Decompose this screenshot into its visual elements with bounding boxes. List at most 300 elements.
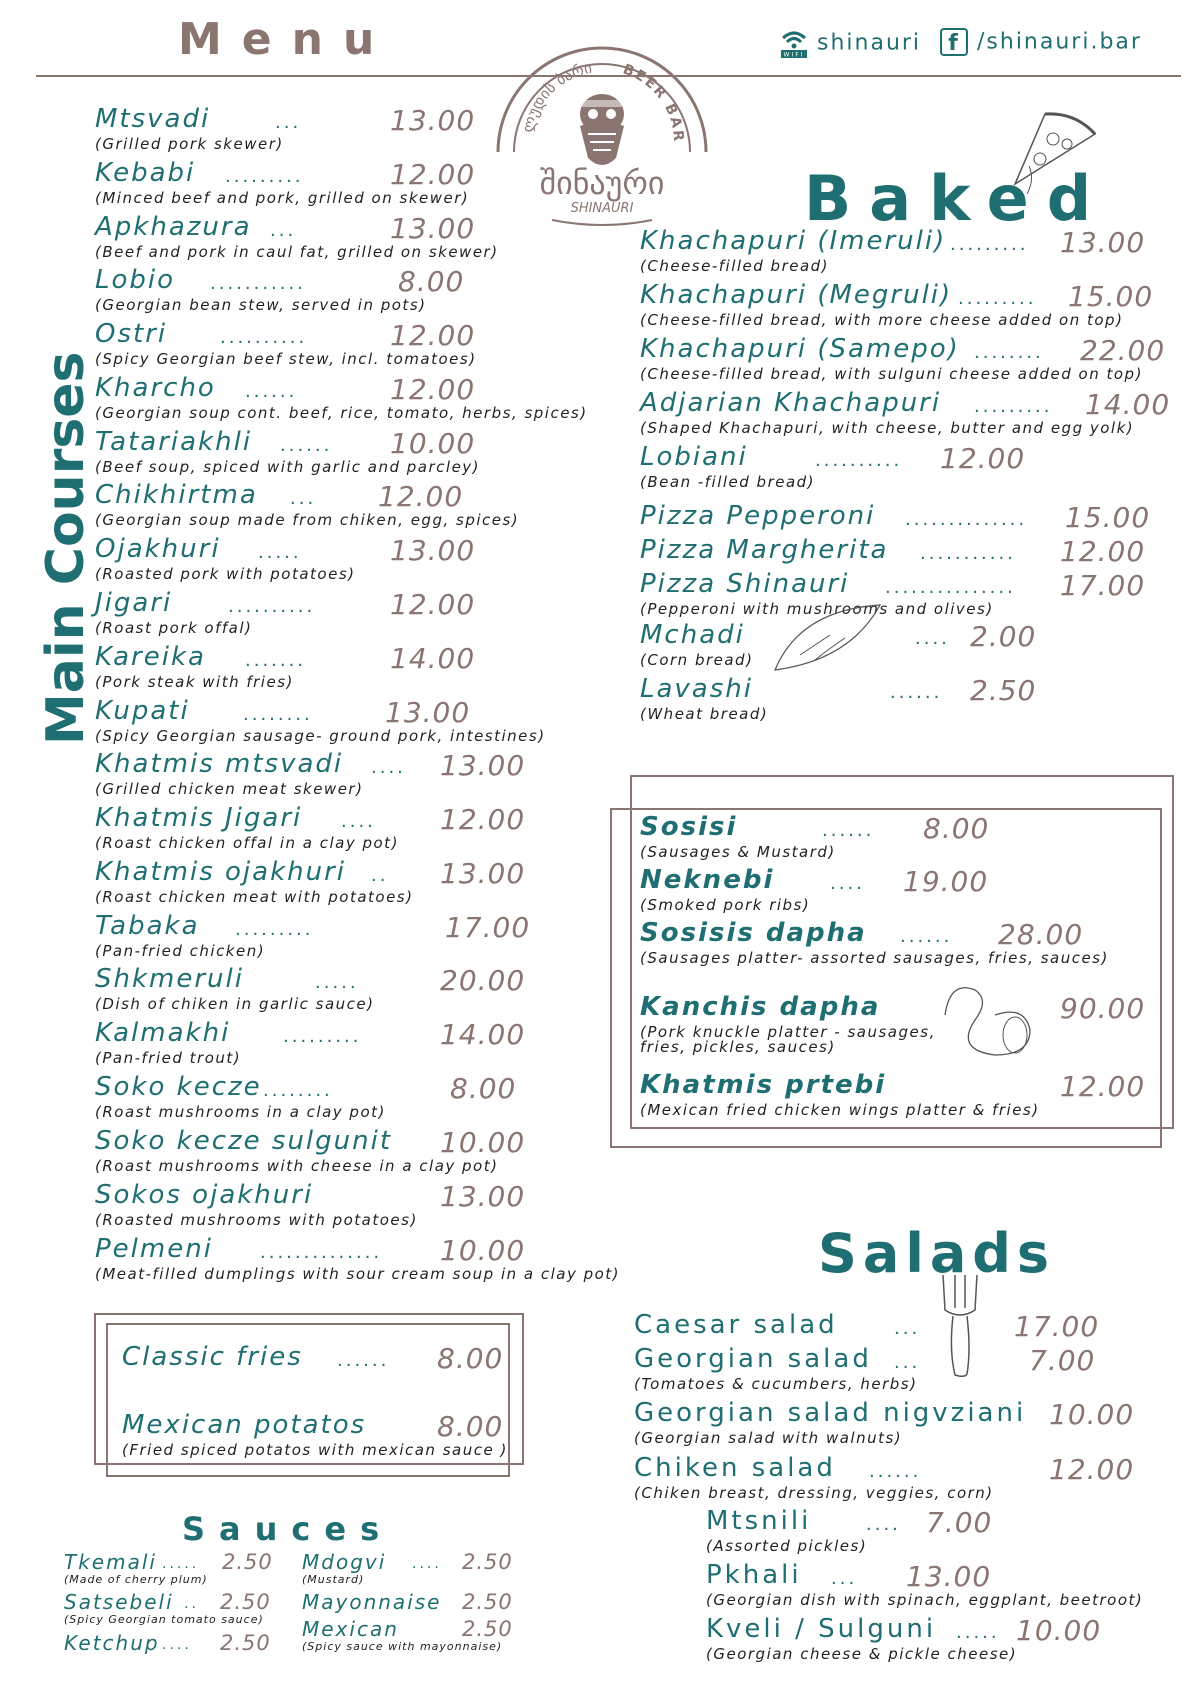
sauce-item-name: Ketchup [64,1631,160,1655]
main-item-description: (Roast mushrooms in a clay pot) [95,1103,386,1121]
main-item-row [95,1180,526,1214]
facebook-info [940,28,1142,56]
salad-item-description: (Georgian dish with spinach, eggplant, beetroot) [706,1591,1144,1609]
grill-item-description: (Sausages platter- assorted sausages, fries, sauces) [640,949,1109,967]
grill-item-row [640,992,1146,1026]
sauce-item-price: 2.50 [462,1617,513,1641]
main-item-dots: ...... [245,381,298,402]
main-item-dots: ....... [245,650,307,671]
main-item-name: Tabaka [95,911,200,941]
main-item-description: (Grilled chicken meat skewer) [95,780,364,798]
main-item-row [95,427,480,461]
baked-item-name: Pizza Margherita [640,535,889,565]
main-item-name: Kalmakhi [95,1018,231,1048]
sauce-item [64,1550,273,1586]
baked-item-description: (Cheese-filled bread) [640,257,830,275]
salad-item-price: 7.00 [1029,1344,1096,1377]
salad-item-name: Georgian salad [634,1344,872,1374]
main-item-dots: ... [290,488,317,509]
grill-item-description: (Mexican fried chicken wings platter & fries) [640,1101,1040,1119]
main-item-description: (Spicy Georgian sausage- ground pork, intestines) [95,727,546,745]
grill-item-price: 28.00 [998,918,1084,951]
main-item [95,319,477,368]
main-item-description: (Roasted mushrooms with potatoes) [95,1211,418,1229]
main-item-row [95,911,531,945]
main-item-price: 12.00 [390,158,476,191]
baked-item-price: 12.00 [940,442,1026,475]
baked-item-price: 22.00 [1080,334,1166,367]
salad-item-row [706,1614,1102,1648]
main-item-name: Kebabi [95,158,196,188]
main-item-description: (Pork steak with fries) [95,673,294,691]
wifi-name: shinauri [817,30,922,56]
main-item-row [95,212,499,246]
main-item-name: Pelmeni [95,1234,213,1264]
main-item-dots: .... [371,757,406,778]
main-item-description: (Georgian soup made from chiken, egg, spices) [95,511,520,529]
salad-item-price: 17.00 [1014,1310,1100,1343]
main-item-row [95,642,476,676]
sauce-item-row [302,1590,513,1616]
fries-item [122,1410,508,1459]
logo-latin-name: SHINAURI [570,201,634,216]
sauce-item-description: (Made of cherry plum) [64,1573,208,1586]
main-item-description: (Minced beef and pork, grilled on skewer) [95,189,470,207]
baked-item-price: 17.00 [1060,569,1146,602]
main-item-name: Kharcho [95,373,216,403]
fries-item-name: Classic fries [122,1342,303,1372]
baked-item [640,280,1154,329]
main-item-price: 13.00 [390,104,476,137]
main-item-price: 10.00 [390,427,476,460]
main-item-name: Sokos ojakhuri [95,1180,314,1210]
salad-item-name: Caesar salad [634,1310,838,1340]
main-item-description: (Beef soup, spiced with garlic and parcley) [95,458,481,476]
main-item-description: (Pan-fried trout) [95,1049,242,1067]
sauce-item-dots: ..... [162,1556,200,1572]
salad-item [706,1614,1102,1663]
salad-item-price: 13.00 [906,1560,992,1593]
main-item-price: 14.00 [390,642,476,675]
main-item [95,857,526,906]
baked-item-row [640,442,1026,476]
sauce-item-row [302,1550,513,1576]
main-item-name: Kareika [95,642,206,672]
salad-item-row [634,1310,1100,1344]
sauce-item-dots: .. [184,1596,199,1612]
main-item-name: Ojakhuri [95,534,221,564]
salad-item-name: Pkhali [706,1560,802,1590]
main-item-row [95,696,546,730]
baked-item-price: 13.00 [1060,226,1146,259]
fries-item-row [122,1410,508,1444]
main-item-name: Mtsvadi [95,104,211,134]
fries-item-dots: ...... [337,1350,390,1371]
baked-heading-text: Baked [804,162,1110,235]
baked-item-price: 14.00 [1085,388,1171,421]
main-item-price: 17.00 [445,911,531,944]
baked-item-dots: ........ [974,342,1044,363]
main-item-price: 12.00 [390,588,476,621]
baked-item [640,334,1166,383]
main-item [95,803,526,852]
sauce-item [302,1617,513,1653]
logo-georgian-top: ლუდის ბარი [518,58,594,135]
main-item [95,534,476,583]
sauce-item-row [64,1550,273,1576]
salad-item-row [634,1344,1096,1378]
salad-item-row [706,1560,1143,1594]
grill-item-name: Sosisis dapha [640,918,867,948]
main-item-price: 13.00 [440,749,526,782]
salad-item-price: 10.00 [1016,1614,1102,1647]
main-item [95,911,531,960]
main-item [95,1234,620,1283]
main-item-name: Khatmis ojakhuri [95,857,347,887]
main-item [95,427,480,476]
salad-item-name: Kveli / Sulguni [706,1614,937,1644]
main-item-dots: ........... [210,273,306,294]
main-item-name: Khatmis mtsvadi [95,749,344,779]
grill-item-dots: ...... [822,820,875,841]
main-item-price: 13.00 [440,1180,526,1213]
logo-georgian-name: შინაური [539,164,665,202]
salad-item-name: Chiken salad [634,1453,836,1483]
baked-item-row [640,535,1146,569]
menu-title: Menu [178,14,395,65]
baked-item [640,674,1037,723]
sauce-item-name: Satsebeli [64,1590,174,1614]
main-item-description: (Georgian bean stew, served in pots) [95,296,427,314]
sauce-item-dots: .... [412,1556,442,1572]
salad-item [706,1506,993,1555]
main-item-row [95,803,526,837]
baked-item-row [640,569,1146,603]
main-item-dots: ........ [263,1080,333,1101]
sauce-item-name: Tkemali [64,1550,157,1574]
main-item-description: (Pan-fried chicken) [95,942,266,960]
baked-item-dots: ......... [958,288,1037,309]
main-item-description: (Roast chicken offal in a clay pot) [95,834,399,852]
baked-item-name: Pizza Shinauri [640,569,850,599]
main-item-name: Ostri [95,319,168,349]
wifi-info [780,28,921,58]
grill-item-description: (Sausages & Mustard) [640,843,836,861]
main-item-dots: .............. [260,1242,383,1263]
baked-item-name: Pizza Pepperoni [640,501,876,531]
grill-item [640,1070,1146,1119]
main-item-dots: ... [270,220,297,241]
baked-item-row [640,280,1154,314]
sauces-heading: Sauces [182,1510,394,1548]
main-item-name: Shkmeruli [95,964,244,994]
main-item-description: (Roasted pork with potatoes) [95,565,356,583]
main-item-description: (Dish of chiken in garlic sauce) [95,995,375,1013]
main-item-price: 12.00 [378,480,464,513]
main-item-name: Apkhazura [95,212,252,242]
main-item-dots: ........ [243,704,313,725]
main-item [95,1072,517,1121]
main-item-dots: ......... [235,919,314,940]
baked-item-name: Khachapuri (Megruli) [640,280,953,310]
salad-item [634,1453,1135,1502]
wifi-label: WIFI [783,51,805,58]
baked-item-name: Lobiani [640,442,748,472]
grill-item-name: Neknebi [640,865,775,895]
bread-icon [770,600,890,680]
main-item-description: (Meat-filled dumplings with sour cream soup in a clay pot) [95,1265,621,1283]
salad-item-dots: ...... [869,1461,922,1482]
salad-item-description: (Chiken breast, dressing, veggies, corn) [634,1484,994,1502]
main-item-description: (Grilled pork skewer) [95,135,284,153]
baked-item-description: (Wheat bread) [640,705,769,723]
main-item-dots: ..... [258,542,302,563]
main-item-name: Khatmis Jigari [95,803,303,833]
main-item-description: (Roast pork offal) [95,619,253,637]
salads-heading-text: Salads [818,1222,1056,1285]
salad-item-description: (Assorted pickles) [706,1537,868,1555]
sauce-item-price: 2.50 [222,1550,273,1574]
baked-item-row [640,226,1146,260]
main-item-dots: .... [341,811,376,832]
main-item-row [95,1072,517,1106]
main-item [95,1180,526,1229]
fries-item-price: 8.00 [437,1410,504,1443]
main-item-price: 8.00 [398,265,465,298]
salad-item-row [634,1453,1135,1487]
grill-item-price: 8.00 [923,812,990,845]
baked-item-row [640,334,1166,368]
baked-item [640,442,1026,491]
main-item-row [95,1126,526,1160]
main-item-name: Soko kecze sulgunit [95,1126,393,1156]
baked-item-name: Khachapuri (Samepo) [640,334,960,364]
sauce-item-name: Mexican [302,1617,399,1641]
baked-item-name: Mchadi [640,620,745,650]
sauce-item-price: 2.50 [462,1550,513,1574]
baked-item [640,226,1146,275]
salad-item [634,1344,1096,1393]
main-item [95,749,526,798]
main-item [95,265,465,314]
salad-item-dots: .... [866,1514,901,1535]
grill-item-description: (Smoked pork ribs) [640,896,811,914]
main-item-row [95,1018,526,1052]
baked-item-description: (Pepperoni with mushrooms and olives) [640,600,994,618]
baked-item-name: Khachapuri (Imeruli) [640,226,947,256]
sauce-item-name: Mdogvi [302,1550,387,1574]
baked-item [640,535,1146,569]
salad-item-row [706,1506,993,1540]
baked-item-description: (Cheese-filled bread, with sulguni cheese added on top) [640,365,1143,383]
beard-man-icon [580,94,624,165]
main-item-row [95,749,526,783]
main-item-price: 10.00 [440,1126,526,1159]
salad-item-description: (Georgian cheese & pickle cheese) [706,1645,1018,1663]
sauce-item [64,1631,271,1657]
baked-item-price: 2.50 [970,674,1037,707]
sauce-item-dots: .... [162,1637,192,1653]
salad-item-description: (Georgian salad with walnuts) [634,1429,903,1447]
main-item-row [95,265,465,299]
baked-item-dots: ...... [890,682,943,703]
fries-item-row [122,1342,504,1376]
main-item-row [95,534,476,568]
main-item-name: Tatariakhli [95,427,253,457]
main-item [95,1126,526,1175]
fries-item [122,1342,504,1376]
sauce-item-price: 2.50 [462,1590,513,1614]
baked-item-dots: .... [915,628,950,649]
grill-item-row [640,865,989,899]
main-item-dots: ... [275,112,302,133]
grill-item [640,812,990,861]
main-item-dots: .. [371,865,389,886]
main-item-description: (Spicy Georgian beef stew, incl. tomatoes) [95,350,477,368]
fork-icon [935,1270,985,1380]
shinauri-logo [492,22,712,232]
salad-item-description: (Tomatoes & cucumbers, herbs) [634,1375,918,1393]
grill-item-name: Sosisi [640,812,738,842]
salad-item-dots: ... [894,1352,921,1373]
logo-beer-bar: BEER BAR [620,61,687,144]
baked-item-row [640,620,1037,654]
main-item-price: 20.00 [440,964,526,997]
salad-item-dots: ... [894,1318,921,1339]
grill-item [640,992,1146,1056]
main-item-price: 10.00 [440,1234,526,1267]
salad-item-price: 12.00 [1049,1453,1135,1486]
main-courses-heading: Main Courses [36,351,96,745]
facebook-handle: /shinauri.bar [977,29,1142,55]
grill-item-price: 90.00 [1060,992,1146,1025]
baked-item-row [640,388,1171,422]
baked-item-description: (Corn bread) [640,651,754,669]
main-item-row [95,1234,620,1268]
salad-item-price: 7.00 [926,1506,993,1539]
main-item [95,158,476,207]
baked-item-dots: ........... [920,543,1016,564]
sauce-item-price: 2.50 [220,1631,271,1655]
sauce-item-row [64,1590,271,1616]
main-item-price: 13.00 [440,857,526,890]
sauce-item-name: Mayonnaise [302,1590,442,1614]
main-item-description: (Roast chicken meat with potatoes) [95,888,414,906]
main-item-row [95,373,588,407]
main-item-row [95,104,476,138]
main-item-price: 14.00 [440,1018,526,1051]
main-item-price: 12.00 [390,373,476,406]
sauce-item-row [302,1617,513,1643]
main-item-row [95,319,477,353]
main-item [95,696,546,745]
main-item-price: 8.00 [450,1072,517,1105]
main-item [95,642,476,691]
main-item [95,104,476,153]
salad-item-dots: ..... [956,1622,1000,1643]
main-item-dots: ...... [280,435,333,456]
main-item-dots: .......... [220,327,308,348]
baked-item-price: 2.00 [970,620,1037,653]
main-item-dots: ......... [283,1026,362,1047]
sauce-item-description: (Spicy Georgian tomato sauce) [64,1613,264,1626]
main-item [95,1018,526,1067]
main-item [95,373,588,422]
main-item-name: Jigari [95,588,173,618]
baked-item-dots: ......... [974,396,1053,417]
main-item-row [95,964,526,998]
main-item-row [95,158,476,192]
fries-item-description: (Fried spiced potatos with mexican sauce ) [122,1441,508,1459]
baked-item-price: 15.00 [1068,280,1154,313]
salad-item-name: Georgian salad nigvziani [634,1398,1027,1428]
baked-item-name: Adjarian Khachapuri [640,388,942,418]
baked-item-row [640,501,1151,535]
sauce-item-description: (Spicy sauce with mayonnaise) [302,1640,503,1653]
baked-item [640,501,1151,535]
salad-item-price: 10.00 [1049,1398,1135,1431]
main-item-price: 12.00 [390,319,476,352]
baked-item-dots: .......... [815,450,903,471]
main-item [95,480,519,529]
fries-item-price: 8.00 [437,1342,504,1375]
salad-item [706,1560,1143,1609]
grill-item-dots: ...... [900,926,953,947]
grill-item-description: (Pork knuckle platter - sausages, [640,1023,936,1041]
svg-text:BEER BAR [621,61,687,143]
facebook-icon: f [940,28,968,56]
baked-item-dots: ......... [950,234,1029,255]
grill-item-name: Kanchis dapha [640,992,881,1022]
main-item-description: (Beef and pork in caul fat, grilled on skewer) [95,243,499,261]
main-item [95,588,476,637]
grill-item-dots: .... [830,873,865,894]
main-item-description: (Roast mushrooms with cheese in a clay pot) [95,1157,499,1175]
main-item-price: 12.00 [440,803,526,836]
baked-item-description: (Cheese-filled bread, with more cheese added on top) [640,311,1124,329]
fries-item-name: Mexican potatos [122,1410,367,1440]
grill-item-row [640,1070,1146,1104]
main-item-row [95,857,526,891]
sauce-item-description: (Mustard) [302,1573,365,1586]
grill-item-row [640,812,990,846]
baked-item-dots: ............... [885,577,1016,598]
main-item-name: Chikhirtma [95,480,258,510]
baked-item-row [640,674,1037,708]
grill-item-price: 19.00 [903,865,989,898]
main-item-dots: ..... [315,972,359,993]
main-item-name: Soko kecze [95,1072,262,1102]
salad-item-dots: ... [831,1568,858,1589]
salad-item [634,1310,1100,1344]
baked-item-price: 12.00 [1060,535,1146,568]
baked-item-description: (Bean -filled bread) [640,473,816,491]
main-item [95,964,526,1013]
wifi-icon [780,28,808,58]
main-item-name: Kupati [95,696,190,726]
sauce-item [302,1550,513,1586]
baked-item [640,388,1171,437]
grill-item-name: Khatmis prtebi [640,1070,887,1100]
grill-item-row [640,918,1109,952]
salad-item-name: Mtsnili [706,1506,812,1536]
grill-item-description: fries, pickles, sauces) [640,1038,836,1056]
grill-item-price: 12.00 [1060,1070,1146,1103]
main-item-price: 13.00 [385,696,471,729]
sauce-item [302,1590,513,1616]
main-item-description: (Georgian soup cont. beef, rice, tomato, herbs, spices) [95,404,588,422]
main-item-dots: .......... [228,596,316,617]
